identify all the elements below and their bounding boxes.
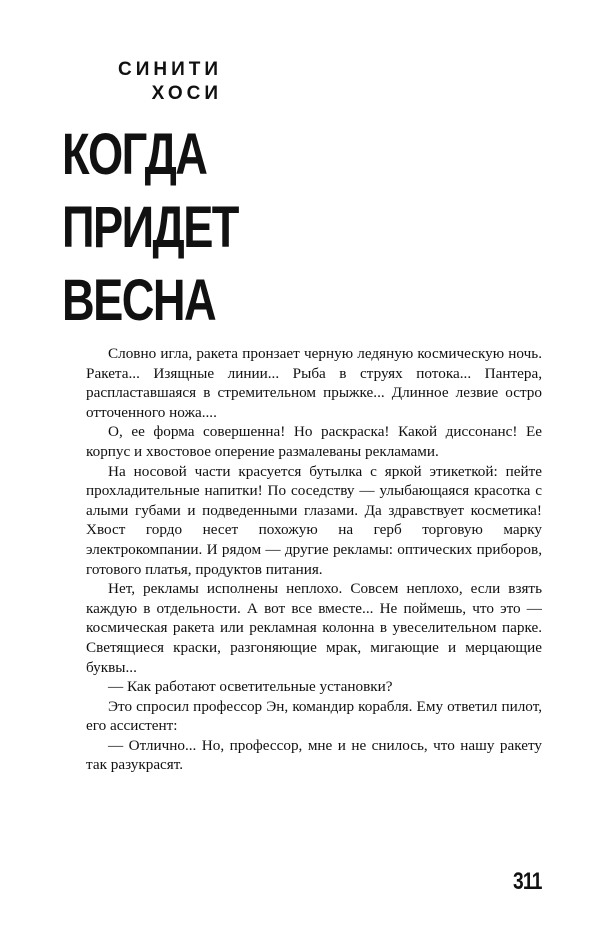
story-title <box>62 118 249 337</box>
page-number: 311 <box>513 868 542 895</box>
paragraph: — Как работают осветительные установки? <box>108 678 393 696</box>
paragraph: Словно игла, ракета пронзает черную ледяную космическую ночь. Ракета... Изящные линии... Рыба в струях потока... Пантера, распластавшаяся в стремительном прыжке... Длинное лезвие остро отточенного ножа.... <box>86 345 542 421</box>
author-last-name: ХОСИ <box>151 83 222 104</box>
title-line-3: ВЕСНА <box>62 268 216 333</box>
title-line-1: КОГДА <box>62 122 207 187</box>
paragraph: О, ее форма совершенна! Но раскраска! Какой диссонанс! Ее корпус и хвостовое оперение размалеваны рекламами. <box>86 423 542 460</box>
paragraph: Это спросил профессор Эн, командир корабля. Ему ответил пилот, его ассистент: <box>86 697 542 735</box>
paragraph: — Отлично... Но, профессор, мне и не снилось, что нашу ракету так разукрасят. <box>86 736 542 774</box>
paragraph: На носовой части красуется бутылка с яркой этикеткой: пейте прохладительные напитки! По соседству — улыбающаяся красотка с алыми губами и подведенными глазами. Да здравствует косметика! Хвост гордо несет похожую на герб торговую марку электрокомпании. И рядом — другие рекламы: оптических приборов, готового платья, продуктов питания. <box>86 462 542 578</box>
author-first-name: СИНИТИ <box>117 59 222 80</box>
story-body <box>86 344 542 775</box>
paragraph: Нет, рекламы исполнены неплохо. Совсем неплохо, если взять каждую в отдельности. А вот все вместе... Не поймешь, что это — космическая ракета или рекламная колонна в увеселительном парке. Светящиеся краски, разгоняющие мрак, мигающие и мерцающие буквы... <box>86 580 542 676</box>
title-line-2: ПРИДЕТ <box>62 195 238 260</box>
author-name <box>110 58 222 106</box>
